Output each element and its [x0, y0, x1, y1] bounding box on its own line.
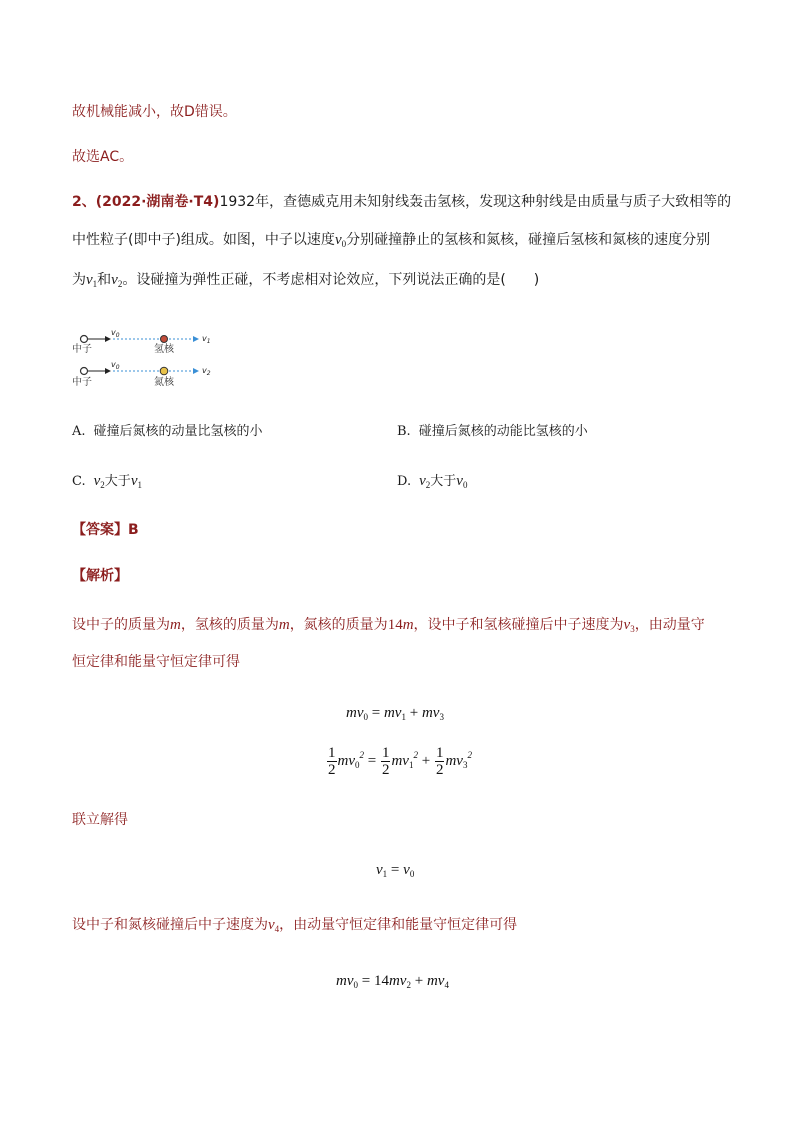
- nitrogen-dot: [160, 367, 168, 375]
- label-neutron-2: 中子: [72, 377, 92, 388]
- analysis-label: 【解析】: [72, 568, 128, 584]
- question-source: (2022·湖南卷·T4): [95, 194, 220, 210]
- hydrogen-dot: [161, 336, 168, 343]
- solution-line-1: 设中子的质量为m，氢核的质量为m，氮核的质量为14m，设中子和氢核碰撞后中子速度为$v_3$，由动量守: [72, 617, 705, 634]
- option-a[interactable]: A. 碰撞后氮核的动量比氢核的小: [72, 424, 263, 439]
- var-v2: $v_2$: [111, 272, 123, 289]
- combine-label: 联立解得: [72, 812, 128, 828]
- question-number: 2、: [72, 194, 96, 210]
- equation-momentum-2: $mv_0 = 14mv_2 + mv_4$: [336, 973, 449, 990]
- equation-result-1: $v_1 = v_0$: [376, 862, 415, 879]
- label-nitrogen: 氮核: [154, 377, 174, 388]
- option-d[interactable]: D. $v_2$大于$v_0$: [397, 473, 468, 490]
- svg-text:v2: $v_2$: [202, 366, 211, 377]
- label-hydrogen: 氢核: [154, 344, 174, 355]
- label-neutron-1: 中子: [72, 344, 92, 355]
- equation-energy-1: $\frac{1}{2}$ $mv_0^2$ = $\frac{1}{2}$ $mv_1^2$ + $\frac{1}{2}$ $mv_3^2$: [328, 745, 472, 778]
- answer-label: 【答案】B: [72, 522, 139, 538]
- question-line-3: 为$v_1$和$v_2$。设碰撞为弹性正碰，不考虑相对论效应，下列说法正确的是( ): [72, 272, 540, 289]
- question-line-1: [72, 192, 731, 212]
- neutron-dot-1: [81, 336, 88, 343]
- svg-text:v0: $v_0$: [111, 360, 120, 371]
- collision-figure: [70, 328, 230, 390]
- svg-text:v0: $v_0$: [111, 328, 120, 339]
- prev-line-1: 故机械能减小，故D错误。: [72, 104, 237, 120]
- solution-line-3: 设中子和氮核碰撞后中子速度为$v_4$，由动量守恒定律和能量守恒定律可得: [72, 917, 518, 934]
- var-v1: $v_1$: [86, 272, 98, 289]
- question-text-1: 1932年，查德威克用未知射线轰击氢核，发现这种射线是由质量与质子大致相等的: [219, 194, 732, 210]
- equation-momentum-1: $mv_0 = mv_1 + mv_3$: [346, 705, 444, 722]
- option-b[interactable]: B. 碰撞后氮核的动能比氢核的小: [397, 424, 588, 439]
- neutron-dot-2: [81, 368, 88, 375]
- var-v0: $v_0$: [334, 232, 347, 249]
- svg-text:v1: $v_1$: [202, 334, 211, 345]
- question-line-2: 中性粒子(即中子)组成。如图，中子以速度$v_0$分别碰撞静止的氢核和氮核，碰撞后氢核和氮核的速度分别: [72, 232, 711, 249]
- option-c[interactable]: C. $v_2$大于$v_1$: [72, 473, 142, 490]
- prev-line-2: 故选AC。: [72, 149, 134, 165]
- solution-line-2: 恒定律和能量守恒定律可得: [72, 654, 240, 670]
